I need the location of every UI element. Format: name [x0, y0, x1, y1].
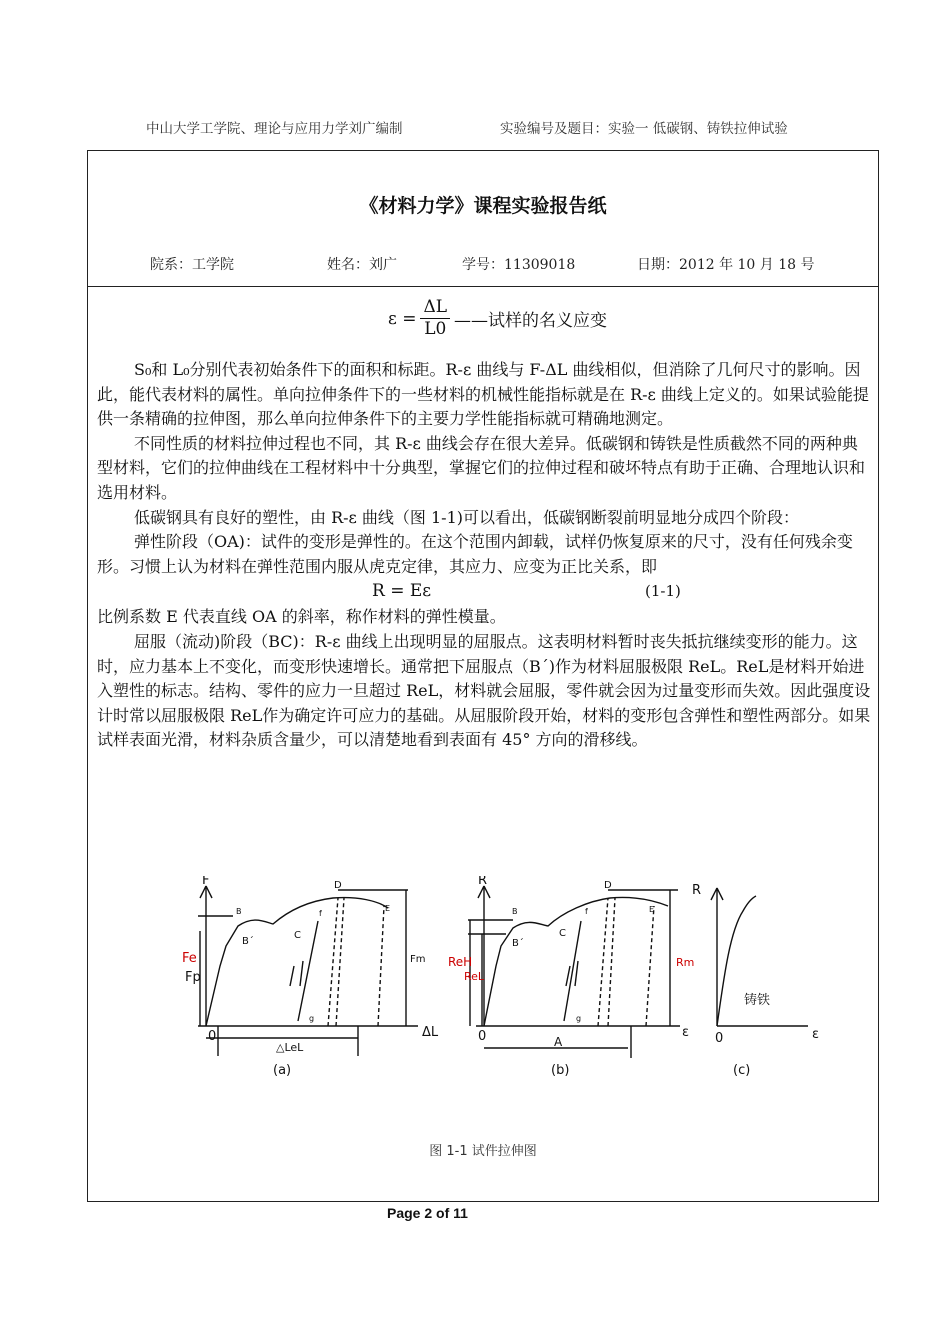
a-x-label: ΔL	[422, 1025, 439, 1040]
a-curve	[206, 898, 391, 1026]
figure-caption: 图 1-1 试件拉伸图	[429, 1144, 537, 1159]
c-panel-label: (c)	[733, 1063, 751, 1078]
b-unload-line	[564, 921, 581, 1021]
b-D: D	[604, 880, 612, 891]
a-Fe: Fe	[182, 951, 197, 966]
b-Rm: Rm	[676, 956, 695, 969]
b-x-label: ε	[682, 1025, 690, 1040]
info-department: 院系：工学院	[150, 257, 234, 273]
c-origin: 0	[715, 1031, 724, 1046]
body-text	[97, 358, 872, 753]
b-ReH: ReH	[448, 955, 473, 969]
strain-formula	[388, 297, 607, 340]
b-curve	[484, 897, 668, 1026]
a-Fp: Fp	[185, 970, 201, 985]
report-frame	[87, 150, 879, 1202]
info-student-id: 学号：11309018	[462, 257, 576, 273]
equation-number: (1-1)	[645, 582, 681, 601]
header-divider	[88, 286, 878, 287]
a-B: B	[236, 907, 242, 916]
report-title: 《材料力学》课程实验报告纸	[359, 195, 607, 217]
paragraph-4: 弹性阶段（OA)：试件的变形是弹性的。在这个范围内卸载，试样仍恢复原来的尺寸，没有任何残余变形。习惯上认为材料在弹性范围内服从虎克定律，其应力、应变为正比关系，即	[97, 532, 853, 576]
a-D: D	[334, 880, 342, 891]
a-E: E	[385, 904, 391, 913]
a-g: g	[309, 1014, 315, 1023]
info-name: 姓名：刘广	[327, 257, 397, 273]
a-C: C	[294, 930, 301, 941]
c-y-label: R	[692, 883, 702, 898]
a-f: f	[319, 909, 322, 918]
formula-fraction	[420, 297, 450, 340]
tensile-figure	[88, 876, 878, 1106]
hooke-equation	[97, 579, 872, 605]
equation: R = Eε	[372, 581, 432, 602]
a-y-label: F	[202, 876, 210, 888]
c-material: 铸铁	[744, 993, 771, 1008]
a-panel-label: (a)	[273, 1063, 292, 1078]
paragraph-3: 低碳钢具有良好的塑性，由 R-ε 曲线（图 1-1)可以看出，低碳钢断裂前明显地分成四个阶段：	[134, 507, 800, 527]
a-unload-line	[298, 921, 318, 1021]
b-dim-label: A	[554, 1035, 563, 1049]
a-origin: 0	[208, 1029, 217, 1044]
b-panel-label: (b)	[551, 1063, 570, 1078]
header-left: 中山大学工学院、理论与应用力学刘广编制	[146, 121, 403, 137]
info-date: 日期：2012 年 10 月 18 号	[637, 257, 815, 273]
formula-lhs: ε =	[388, 308, 417, 329]
paragraph-5: 比例系数 E 代表直线 OA 的斜率，称作材料的弹性模量。	[97, 607, 506, 627]
paragraph-2: 不同性质的材料拉伸过程也不同，其 R-ε 曲线会存在很大差异。低碳钢和铸铁是性质截然不同的两种典型材料，它们的拉伸曲线在工程材料中十分典型，掌握它们的拉伸过程和破坏特点有助于正确、合理地认识和选用材料。	[97, 433, 866, 502]
b-f: f	[585, 907, 588, 916]
b-B: B	[512, 907, 518, 916]
a-dim-label: △LeL	[276, 1041, 304, 1054]
b-Bp: B´	[512, 938, 524, 949]
b-E: E	[649, 905, 655, 914]
formula-numerator: ΔL	[420, 297, 450, 319]
paragraph-1: S₀和 L₀分别代表初始条件下的面积和标距。R-ε 曲线与 F-ΔL 曲线相似，但消除了几何尺寸的影响。因此，能代表材料的属性。单向拉伸条件下的一些材料的机械性能指标就是在 R-ε 曲线上定义的。如果试验能提供一条精确的拉伸图，那么单向拉伸条件下的主要力学性能指标就可精确地测定。	[97, 360, 869, 429]
a-Fm: Fm	[410, 954, 426, 965]
b-g: g	[576, 1014, 582, 1023]
b-C: C	[559, 928, 566, 939]
b-origin: 0	[478, 1029, 487, 1044]
b-ReL: ReL	[464, 970, 485, 983]
formula-desc: ——试样的名义应变	[454, 311, 608, 331]
c-x-label: ε	[812, 1027, 820, 1042]
b-y-label: R	[478, 876, 488, 888]
header-right: 实验编号及题目：实验一 低碳钢、铸铁拉伸试验	[500, 121, 788, 137]
paragraph-6: 屈服（流动)阶段（BC)：R-ε 曲线上出现明显的屈服点。这表明材料暂时丧失抵抗继续变形的能力。这时，应力基本上不变化，而变形快速增长。通常把下屈服点（B´)作为材料屈服极限 ReL。ReL是材料开始进入塑性的标志。结构、零件的应力一旦超过 ReL，材料就会屈服，零件就会因为过量变形而失效。因此强度设计时常以屈服极限 ReL作为确定许可应力的基础。从屈服阶段开始，材料的变形包含弹性和塑性两部分。如果试样表面光滑，材料杂质含量少，可以清楚地看到表面有 45° 方向的滑移线。	[97, 631, 871, 750]
a-Bp: B´	[242, 936, 254, 947]
page-number: Page 2 of 11	[387, 1205, 468, 1221]
formula-denominator: L0	[424, 319, 447, 339]
